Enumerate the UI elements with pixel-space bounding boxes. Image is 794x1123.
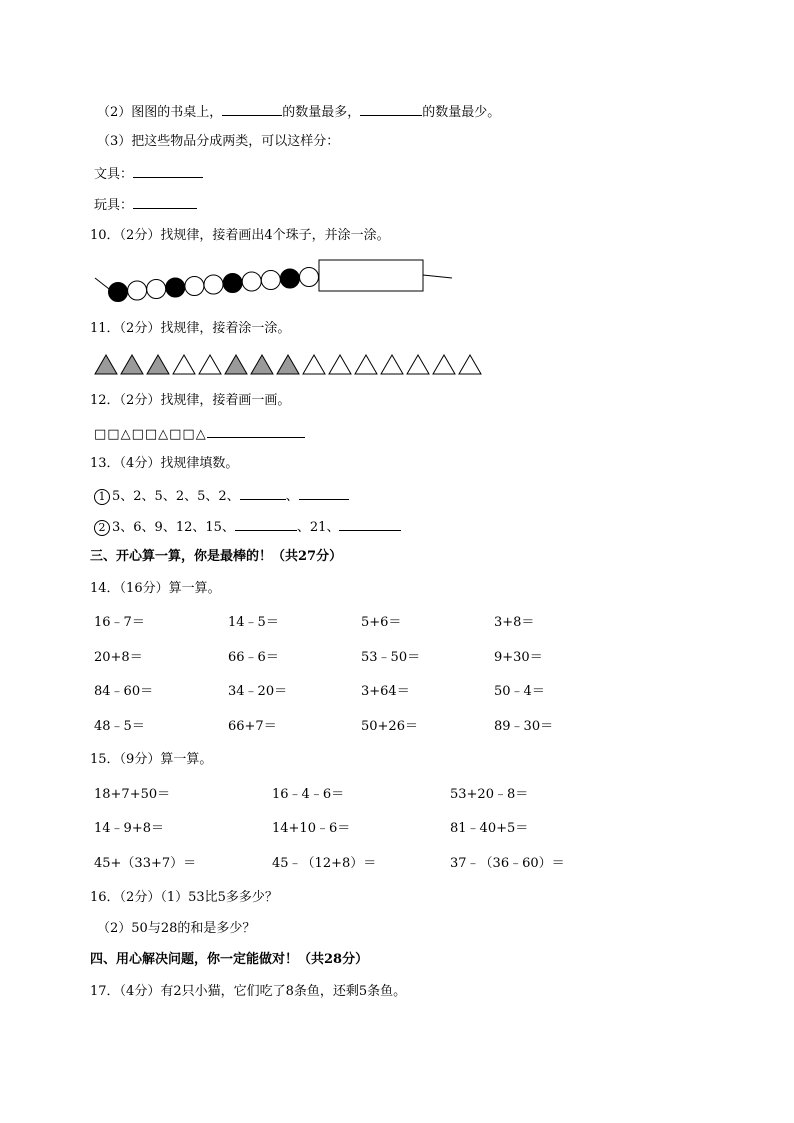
shape-pattern: □□△□□△□□△ [94, 427, 207, 442]
calc-item: 9+30＝ [494, 650, 543, 665]
answer-blank[interactable] [339, 518, 401, 531]
calc-item: 16﹣7＝ [94, 615, 145, 630]
calc-item: 16﹣4﹣6＝ [272, 787, 345, 802]
q9-cat2-label: 玩具： [94, 198, 134, 213]
section-4-heading: 四、用心解决问题，你一定能做对！（共28分） [90, 952, 369, 967]
calc-item: 53﹣50＝ [361, 650, 421, 665]
calc-item: 45﹣（12+8）＝ [272, 856, 377, 871]
triangle-gray [121, 355, 143, 374]
calc-item: 14﹣9+8＝ [94, 821, 164, 836]
calc-item: 14+10﹣6＝ [272, 821, 351, 836]
calc-item: 81﹣40+5＝ [450, 821, 529, 836]
triangle-white[interactable] [459, 355, 481, 374]
q13-title: 13．（4分）找规律填数。 [90, 456, 239, 471]
q14-title: 14．（16分）算一算。 [90, 581, 221, 596]
answer-blank[interactable] [299, 487, 349, 500]
q13-row1-sep: 、 [285, 489, 299, 504]
calc-item: 5+6＝ [361, 615, 402, 630]
calc-item: 89﹣30＝ [494, 719, 554, 734]
answer-blank[interactable] [240, 487, 286, 500]
calc-item: 3+8＝ [494, 615, 535, 630]
calc-item: 84﹣60＝ [94, 684, 154, 699]
calc-item: 48﹣5＝ [94, 719, 145, 734]
circled-number-1: 1 [94, 489, 110, 505]
triangle-gray [251, 355, 273, 374]
triangle-gray [95, 355, 117, 374]
answer-blank[interactable] [235, 518, 297, 531]
q17-title: 17．（4分）有2只小猫，它们吃了8条鱼，还剩5条鱼。 [90, 984, 407, 999]
calc-item: 50﹣4＝ [494, 684, 545, 699]
calc-item: 66﹣6＝ [228, 650, 279, 665]
circled-number-2: 2 [94, 520, 110, 536]
q9-cat1-label: 文具： [94, 167, 134, 182]
triangle-white[interactable] [433, 355, 455, 374]
q12-title: 12．（2分）找规律，接着画一画。 [90, 393, 291, 408]
q16-sub2: （2）50与28的和是多少？ [97, 921, 256, 936]
triangle-white[interactable] [173, 355, 195, 374]
q9-sub2-post: 的数量最少。 [422, 105, 501, 120]
triangle-white[interactable] [199, 355, 221, 374]
calc-item: 20+8＝ [94, 650, 143, 665]
triangle-gray [147, 355, 169, 374]
triangle-white[interactable] [407, 355, 429, 374]
calc-item: 14﹣5＝ [228, 615, 279, 630]
q9-sub2-pre: （2）图图的书桌上， [97, 105, 223, 120]
calc-item: 37﹣（36﹣60）＝ [450, 856, 565, 871]
q13-row2-mid: 、21、 [296, 520, 340, 535]
q10-title: 10．（2分）找规律，接着画出4个珠子，并涂一涂。 [90, 228, 390, 243]
calc-item: 45+（33+7）＝ [94, 856, 197, 871]
triangle-white[interactable] [381, 355, 403, 374]
triangle-white[interactable] [355, 355, 377, 374]
triangle-gray [225, 355, 247, 374]
section-3-heading: 三、开心算一算，你是最棒的！（共27分） [90, 549, 343, 564]
q13-row2-text: 3、6、9、12、15、 [112, 520, 235, 535]
calc-item: 18+7+50＝ [94, 787, 171, 802]
triangle-white[interactable] [329, 355, 351, 374]
q15-title: 15．（9分）算一算。 [90, 752, 213, 767]
triangle-gray [277, 355, 299, 374]
q12-pattern [94, 425, 305, 443]
q9-sub3: （3）把这些物品分成两类，可以这样分： [97, 134, 340, 149]
calc-item: 34﹣20＝ [228, 684, 288, 699]
q11-title: 11．（2分）找规律，接着涂一涂。 [90, 321, 291, 336]
q13-row1-text: 5、2、5、2、5、2、 [112, 489, 240, 504]
triangle-white[interactable] [303, 355, 325, 374]
calc-item: 3+64＝ [361, 684, 410, 699]
calc-item: 50+26＝ [361, 719, 418, 734]
q13-row2 [94, 518, 401, 536]
q13-row1 [94, 487, 349, 505]
q16-title: 16．（2分）（1）53比5多多少？ [90, 890, 278, 905]
calc-item: 66+7＝ [228, 719, 277, 734]
answer-blank[interactable] [207, 425, 305, 438]
calc-item: 53+20﹣8＝ [450, 787, 529, 802]
q9-sub2-mid: 的数量最多， [282, 105, 361, 120]
